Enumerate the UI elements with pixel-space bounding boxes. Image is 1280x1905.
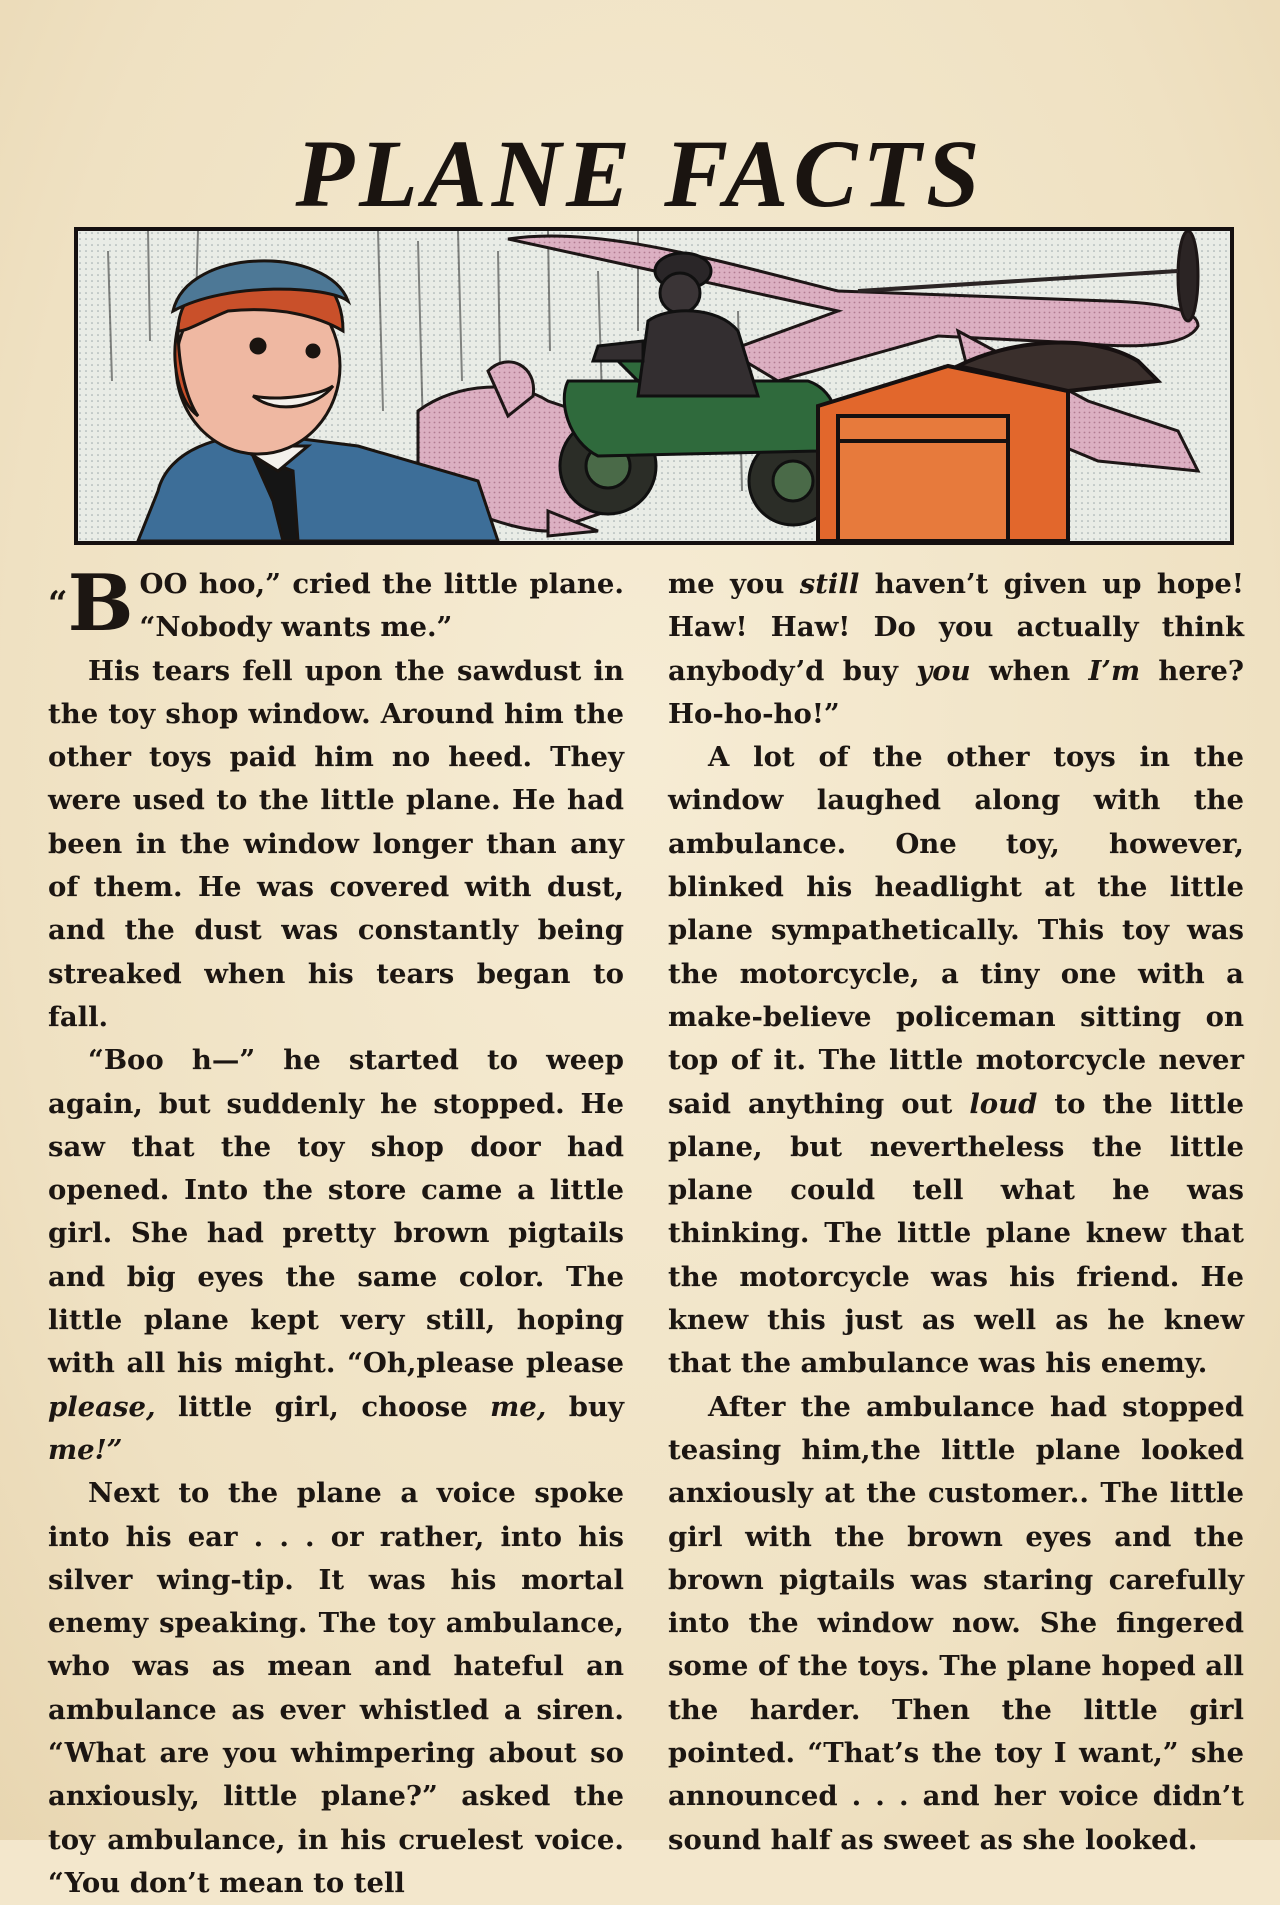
paragraph-3-mid: little girl, choose bbox=[155, 1390, 491, 1423]
p5-text-d: here? Ho-ho-ho!” bbox=[668, 654, 1244, 730]
paragraph-3 bbox=[48, 1039, 624, 1472]
p6-italic-loud: loud bbox=[969, 1087, 1038, 1120]
p5-text-b: haven’t given up hope! Haw! Haw! Do you actually think anybody’d buy bbox=[668, 568, 1244, 687]
paragraph-5 bbox=[668, 563, 1244, 736]
paragraph-3-italic-2: me, bbox=[490, 1390, 547, 1423]
p6-text-b: to the little plane, but nevertheless the little plane could tell what he was thinking. The little plane knew that the motorcycle was his friend. He knew this just as well as he knew that the ambulance was his enemy. bbox=[668, 1087, 1244, 1380]
paragraph-7: After the ambulance had stopped teasing him,the little plane looked anxiously at the customer.. The little girl with the brown eyes and the brown pigtails was staring carefully into the window now. She fingered some of the toys. The plane hoped all the harder. Then the little girl pointed. “That’s the toy I want,” she announced . . . and her voice didn’t sound half as sweet as she looked. bbox=[668, 1390, 1244, 1856]
illustration-art bbox=[78, 231, 1230, 541]
story-illustration bbox=[74, 227, 1234, 545]
paragraph-3-italic-1: please, bbox=[48, 1390, 156, 1423]
p5-text-a: me you bbox=[668, 568, 800, 600]
page-title: PLANE FACTS bbox=[295, 120, 985, 227]
p6-text-a: A lot of the other toys in the window laughed along with the ambulance. One toy, however, blinked his headlight at the little plane sympathetically. This toy was the motorcycle, a tiny one with a make-believe policeman sitting on top of it. The little motorcycle never said anything out bbox=[668, 741, 1244, 1120]
drop-cap-letter: B bbox=[67, 558, 134, 649]
story-column-right bbox=[668, 563, 1244, 1862]
paragraph-3-text: “Boo h—” he started to weep again, but suddenly he stopped. He saw that the toy shop door had opened. Into the store came a little girl. She had pretty brown pigtails and big eyes the same color. The little plane kept very still, hoping with all his might. “Oh,please please bbox=[48, 1044, 624, 1380]
p5-text-c: when bbox=[970, 654, 1089, 687]
paragraph-3-mid2: buy bbox=[546, 1390, 624, 1423]
paragraph-3-italic-3: me!” bbox=[48, 1433, 123, 1466]
paragraph-1-text: OO hoo,” cried the little plane. “Nobody wants me.” bbox=[139, 568, 624, 644]
p5-italic-im: I’m bbox=[1088, 654, 1141, 687]
drop-cap bbox=[48, 558, 134, 649]
paragraph-6 bbox=[668, 736, 1244, 1385]
p5-italic-you: you bbox=[916, 654, 971, 687]
opening-quote: “ bbox=[48, 584, 68, 624]
story-column-left bbox=[48, 558, 624, 1905]
paragraph-4: Next to the plane a voice spoke into his ear . . . or rather, into his silver wing-tip. It was his mortal enemy speaking. The toy ambulance, who was as mean and hateful an ambulance as ever whistled a siren. “What are you whimpering about so anxiously, little plane?” asked the toy ambulance, in his cruelest voice. “You don’t mean to tell bbox=[48, 1477, 624, 1899]
paragraph-2: His tears fell upon the sawdust in the toy shop window. Around him the other toys paid him no heed. They were used to the little plane. He had been in the window longer than any of them. He was covered with dust, and the dust was constantly being streaked when his tears began to fall. bbox=[48, 654, 624, 1033]
paragraph-1 bbox=[48, 558, 624, 650]
p5-italic-still: still bbox=[799, 568, 860, 600]
